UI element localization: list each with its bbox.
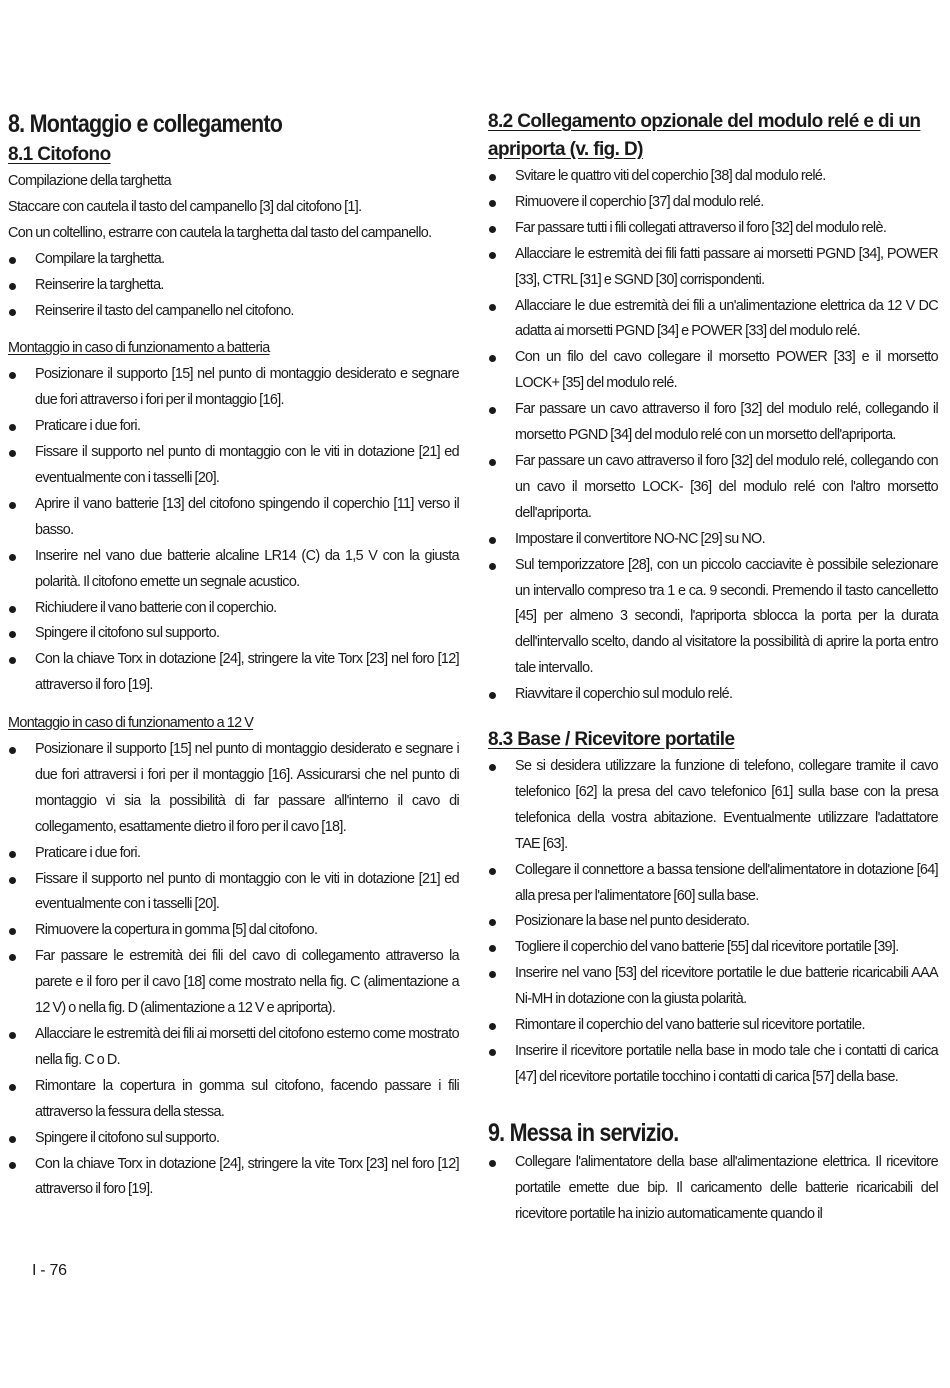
right-column [488, 108, 938, 1228]
list-item: Praticare i due fori. [8, 841, 459, 867]
list-item: Far passare le estremità dei fili del cavo di collegamento attraverso la parete e il foro per il cavo [18] come mostrato nella fig. C (alimentazione a 12 V) o nella fig. D (alimentazione a 12 V e apriporta). [8, 944, 459, 1022]
list-item: Praticare i due fori. [8, 414, 459, 440]
list-item: Collegare il connettore a bassa tensione dell'alimentatore in dotazione [64] alla presa per l'alimentatore [60] sulla base. [488, 858, 938, 910]
page-number: I - 76 [32, 1262, 67, 1279]
battery-mounting-subtitle: Montaggio in caso di funzionamento a batteria [8, 340, 270, 357]
text-line: Con un coltellino, estrarre con cautela la targhetta dal tasto del campanello. [8, 224, 432, 241]
section-8-1-text [8, 169, 459, 247]
list-item: Inserire il ricevitore portatile nella base in modo tale che i contatti di carica [47] del ricevitore portatile tocchino i contatti di carica [57] della base. [488, 1039, 938, 1091]
section-9-heading: 9. Messa in servizio. [488, 1118, 679, 1147]
list-item: Riavvitare il coperchio sul modulo relé. [488, 682, 938, 708]
section-8-3-list [488, 754, 938, 1091]
section-8-3-heading: 8.3 Base / Ricevitore portatile [488, 729, 735, 751]
list-item: Fissare il supporto nel punto di montaggio con le viti in dotazione [21] ed eventualmente con i tasselli [20]. [8, 867, 459, 919]
list-item: Con un filo del cavo collegare il morsetto POWER [33] e il morsetto LOCK+ [35] del modulo relé. [488, 345, 938, 397]
list-item: Togliere il coperchio del vano batterie [55] dal ricevitore portatile [39]. [488, 935, 938, 961]
list-item: Compilare la targhetta. [8, 247, 459, 273]
list-item: Se si desidera utilizzare la funzione di telefono, collegare tramite il cavo telefonico [62] la presa del cavo telefonico [61] sulla base con la presa telefonica della vostra abitazione. Eventualmente utilizzare l'adattatore TAE [63]. [488, 754, 938, 858]
list-item: Aprire il vano batterie [13] del citofono spingendo il coperchio [11] verso il basso. [8, 492, 459, 544]
list-item: Sul temporizzatore [28], con un piccolo cacciavite è possibile selezionare un intervallo compreso tra 1 e ca. 9 secondi. Premendo il tasto cancelletto [45] per almeno 3 secondi, l'apriporta sblocca la porta per la durata dell'intervallo scelto, dando al visitatore la possibilità di aprire la porta entro tale intervallo. [488, 553, 938, 683]
section-9-list [488, 1150, 938, 1228]
list-item: Inserire nel vano due batterie alcaline LR14 (C) da 1,5 V con la giusta polarità. Il citofono emette un segnale acustico. [8, 544, 459, 596]
section-8-1-heading: 8.1 Citofono [8, 144, 111, 165]
list-item: Allacciare le estremità dei fili ai morsetti del citofono esterno come mostrato nella fig. C o D. [8, 1022, 459, 1074]
list-item: Posizionare la base nel punto desiderato. [488, 909, 938, 935]
list-item: Rimontare il coperchio del vano batterie sul ricevitore portatile. [488, 1013, 938, 1039]
12v-mounting-subtitle: Montaggio in caso di funzionamento a 12 V [8, 715, 254, 732]
list-item: Rimuovere la copertura in gomma [5] dal citofono. [8, 918, 459, 944]
list-item: Far passare un cavo attraverso il foro [32] del modulo relé, collegando il morsetto PGND [34] del modulo relé con un morsetto dell'apriporta. [488, 397, 938, 449]
section-8-heading: 8. Montaggio e collegamento [8, 110, 283, 138]
list-item: Allacciare le estremità dei fili fatti passare ai morsetti PGND [34], POWER [33], CTRL [31] e SGND [30] corrispondenti. [488, 242, 938, 294]
list-item: Allacciare le due estremità dei fili a un'alimentazione elettrica da 12 V DC adatta ai morsetti PGND [34] e POWER [33] del modulo relé. [488, 294, 938, 346]
list-item: Rimuovere il coperchio [37] dal modulo relé. [488, 190, 938, 216]
list-item: Reinserire la targhetta. [8, 273, 459, 299]
list-item: Inserire nel vano [53] del ricevitore portatile le due batterie ricaricabili AAA Ni-MH in dotazione con la giusta polarità. [488, 961, 938, 1013]
list-item: Collegare l'alimentatore della base all'alimentazione elettrica. Il ricevitore portatile emette due bip. Il caricamento delle batterie ricaricabili del ricevitore portatile ha inizio automaticamente quando il [488, 1150, 938, 1228]
list-item: Fissare il supporto nel punto di montaggio con le viti in dotazione [21] ed eventualmente con i tasselli [20]. [8, 440, 459, 492]
list-item: Far passare tutti i fili collegati attraverso il foro [32] del modulo relè. [488, 216, 938, 242]
text-line: Staccare con cautela il tasto del campanello [3] dal citofono [1]. [8, 198, 362, 215]
list-item: Richiudere il vano batterie con il coperchio. [8, 596, 459, 622]
list-item: Posizionare il supporto [15] nel punto di montaggio desiderato e segnare due fori attraverso i fori per il montaggio [16]. [8, 362, 459, 414]
12v-mounting-list [8, 737, 459, 1203]
list-item: Reinserire il tasto del campanello nel citofono. [8, 299, 459, 325]
section-8-1-list [8, 247, 459, 325]
section-8-2-heading: 8.2 Collegamento opzionale del modulo relé e di un apriporta (v. fig. D) [488, 111, 921, 160]
list-item: Spingere il citofono sul supporto. [8, 1126, 459, 1152]
list-item: Con la chiave Torx in dotazione [24], stringere la vite Torx [23] nel foro [12] attraverso il foro [19]. [8, 647, 459, 699]
list-item: Impostare il convertitore NO-NC [29] su NO. [488, 527, 938, 553]
list-item: Con la chiave Torx in dotazione [24], stringere la vite Torx [23] nel foro [12] attraverso il foro [19]. [8, 1152, 459, 1204]
text-line: Compilazione della targhetta [8, 173, 171, 189]
list-item: Far passare un cavo attraverso il foro [32] del modulo relé, collegando con un cavo il morsetto LOCK- [36] del modulo relé con l'altro morsetto dell'apriporta. [488, 449, 938, 527]
list-item: Svitare le quattro viti del coperchio [38] dal modulo relé. [488, 164, 938, 190]
list-item: Spingere il citofono sul supporto. [8, 621, 459, 647]
list-item: Rimontare la copertura in gomma sul citofono, facendo passare i fili attraverso la fessura della stessa. [8, 1074, 459, 1126]
battery-mounting-list [8, 362, 459, 699]
left-column [8, 108, 459, 1203]
section-8-2-list [488, 164, 938, 708]
list-item: Posizionare il supporto [15] nel punto di montaggio desiderato e segnare i due fori attraversi i fori per il montaggio [16]. Assicurarsi che nel punto di montaggio vi sia la possibilità di far passare all'interno il cavo di collegamento, esattamente dietro il foro per il cavo [18]. [8, 737, 459, 841]
